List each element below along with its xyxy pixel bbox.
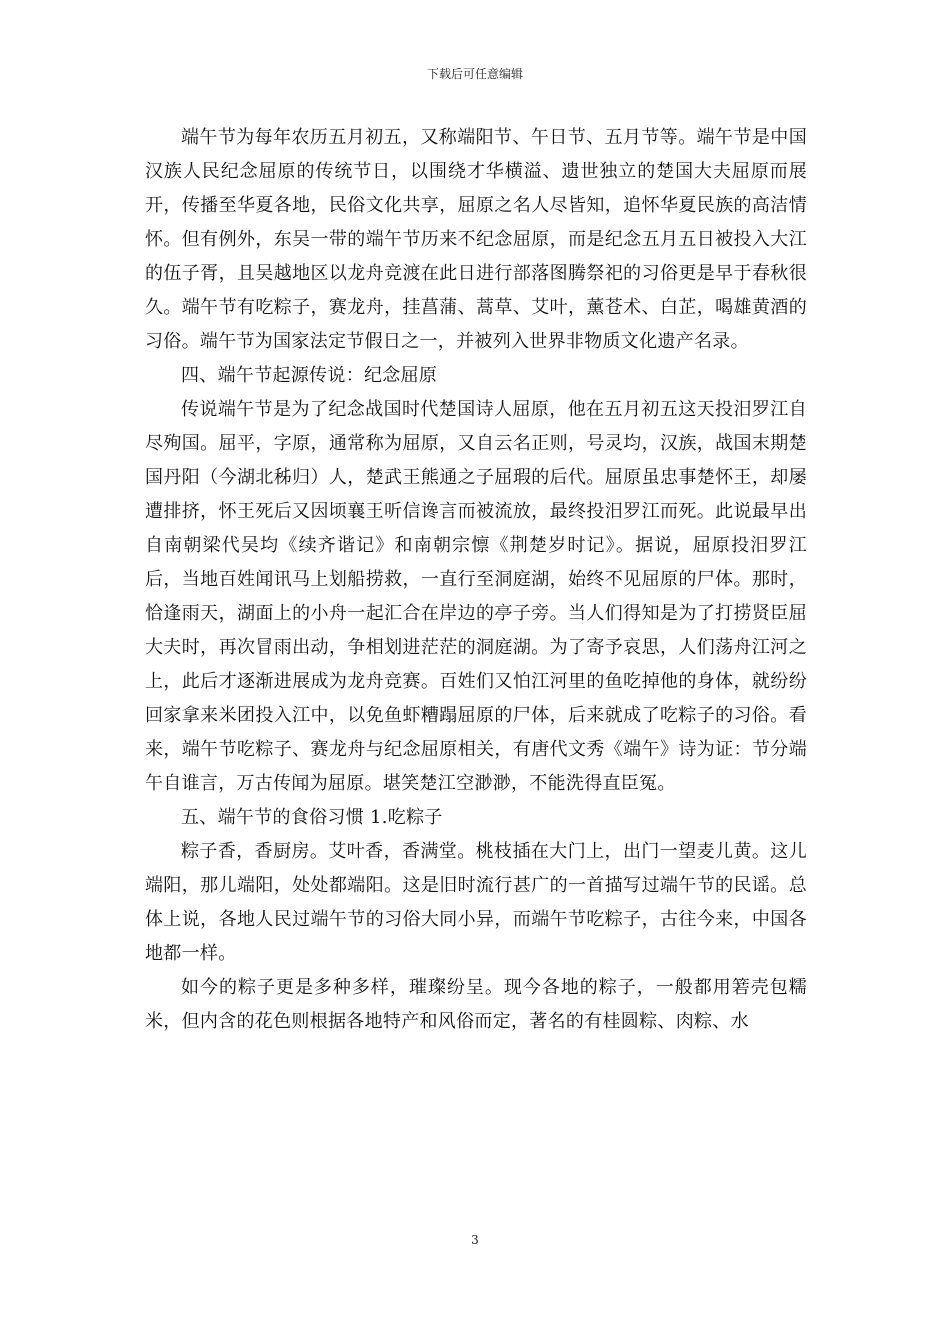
- paragraph-zongzi-varieties: 如今的粽子更是多种多样，璀璨纷呈。现今各地的粽子，一般都用箬壳包糯米，但内含的花色则根据各地特产和风俗而定，著名的有桂圆粽、肉粽、水: [145, 977, 807, 1032]
- page-number: 3: [471, 1233, 479, 1247]
- paragraph-zongzi-ballad: 粽子香，香厨房。艾叶香，香满堂。桃枝插在大门上，出门一望麦儿黄。这儿端阳，那儿端阳，处处都端阳。这是旧时流行甚广的一首描写过端午节的民谣。总体上说，各地人民过端午节的习俗大同小异，而端午节吃粽子，古往今来，中国各地都一样。: [145, 841, 807, 964]
- section-heading-origin: 四、端午节起源传说：纪念屈原: [181, 365, 438, 386]
- section-heading-food-customs: 五、端午节的食俗习惯 1.吃粽子: [181, 807, 443, 828]
- page-header: 下载后可任意编辑: [426, 67, 523, 81]
- paragraph-intro: 端午节为每年农历五月初五，又称端阳节、午日节、五月节等。端午节是中国汉族人民纪念屈原的传统节日，以围绕才华横溢、遗世独立的楚国大夫屈原而展开，传播至华夏各地，民俗文化共享，屈原之名人尽皆知，追怀华夏民族的高洁情怀。但有例外，东吴一带的端午节历来不纪念屈原，而是纪念五月五日被投入大江的伍子胥，且吴越地区以龙舟竞渡在此日进行部落图腾祭祀的习俗更是早于春秋很久。端午节有吃粽子，赛龙舟，挂菖蒲、蒿草、艾叶，薰苍术、白芷，喝雄黄酒的习俗。端午节为国家法定节假日之一，并被列入世界非物质文化遗产名录。: [145, 127, 807, 352]
- paragraph-origin-legend: 传说端午节是为了纪念战国时代楚国诗人屈原，他在五月初五这天投汨罗江自尽殉国。屈平，字原，通常称为屈原，又自云名正则，号灵均，汉族，战国末期楚国丹阳（今湖北秭归）人，楚武王熊通之子屈瑕的后代。屈原虽忠事楚怀王，却屡遭排挤，怀王死后又因顷襄王听信谗言而被流放，最终投汨罗江而死。此说最早出自南朝梁代吴均《续齐谐记》和南朝宗懔《荆楚岁时记》。据说，屈原投汨罗江后，当地百姓闻讯马上划船捞救，一直行至洞庭湖，始终不见屈原的尸体。那时，恰逢雨天，湖面上的小舟一起汇合在岸边的亭子旁。当人们得知是为了打捞贤臣屈大夫时，再次冒雨出动，争相划进茫茫的洞庭湖。为了寄予哀思，人们荡舟江河之上，此后才逐渐进展成为龙舟竞赛。百姓们又怕江河里的鱼吃掉他的身体，就纷纷回家拿来米团投入江中，以免鱼虾糟蹋屈原的尸体，后来就成了吃粽子的习俗。看来，端午节吃粽子、赛龙舟与纪念屈原相关，有唐代文秀《端午》诗为证：节分端午自谁言，万古传闻为屈原。堪笑楚江空渺渺，不能洗得直臣冤。: [145, 399, 807, 794]
- document-body: [145, 121, 807, 1039]
